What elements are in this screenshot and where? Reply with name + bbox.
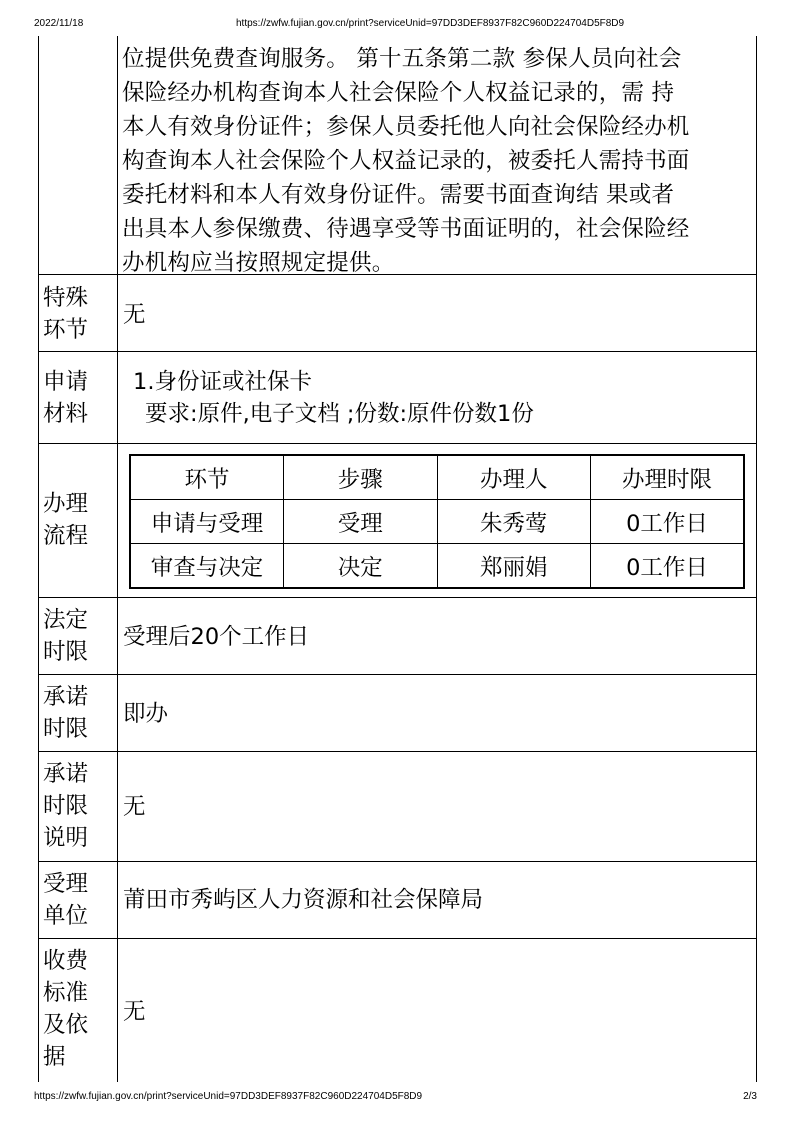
process-label: 办理 流程 [43, 491, 89, 549]
materials-label: 申请 材料 [43, 369, 89, 427]
row-divider [38, 351, 756, 352]
print-url-footer: https://zwfw.fujian.gov.cn/print?serviceUnid=97DD3DEF8937F82C960D224704D5F8D9 [34, 1091, 423, 1102]
material-requirement: 要求:原件,电子文档 ;份数:原件份数1份 [145, 401, 534, 427]
page-number: 2/3 [743, 1091, 757, 1102]
table-cell: 朱秀莺 [437, 500, 591, 544]
print-date: 2022/11/18 [34, 18, 84, 29]
table-cell: 0工作日 [591, 544, 745, 589]
table-cell: 0工作日 [591, 500, 745, 544]
promise-note-label: 承诺 时限 说明 [43, 761, 89, 851]
legal-line: 构查询本人社会保险个人权益记录的，被委托人需持书面 [122, 148, 690, 174]
table-cell: 受理 [284, 500, 438, 544]
legal-line: 委托材料和本人有效身份证件。需要书面查询结 果或者 [122, 182, 675, 208]
legal-line: 本人有效身份证件；参保人员委托他人向社会保险经办机 [122, 114, 690, 140]
table-cell: 郑丽娟 [437, 544, 591, 589]
row-divider [38, 597, 756, 598]
legal-limit-label: 法定 时限 [43, 607, 89, 665]
table-row [130, 500, 744, 544]
legal-line: 办机构应当按照规定提供。 [122, 250, 395, 276]
print-url-header: https://zwfw.fujian.gov.cn/print?serviceUnid=97DD3DEF8937F82C960D224704D5F8D9 [236, 18, 625, 29]
table-cell: 申请与受理 [130, 500, 284, 544]
legal-line: 位提供免费查询服务。 第十五条第二款 参保人员向社会 [122, 46, 682, 72]
process-header: 办理时限 [591, 455, 745, 500]
row-divider [38, 938, 756, 939]
process-header: 步骤 [284, 455, 438, 500]
promise-limit-value: 即办 [123, 701, 169, 727]
table-cell: 决定 [284, 544, 438, 589]
table-row [130, 544, 744, 589]
material-item: 1.身份证或社保卡 [133, 369, 312, 395]
legal-basis-text [122, 42, 752, 280]
process-header-row [130, 455, 744, 500]
row-divider [38, 674, 756, 675]
legal-line: 出具本人参保缴费、待遇享受等书面证明的，社会保险经 [122, 216, 690, 242]
dept-label: 受理 单位 [43, 871, 89, 929]
row-divider [38, 751, 756, 752]
process-header: 环节 [130, 455, 284, 500]
table-cell: 审查与决定 [130, 544, 284, 589]
promise-limit-label: 承诺 时限 [43, 684, 89, 742]
special-label: 特殊 环节 [43, 285, 89, 343]
row-divider [38, 443, 756, 444]
special-value: 无 [123, 302, 146, 328]
materials-value [133, 366, 534, 430]
legal-line: 保险经办机构查询本人社会保险个人权益记录的，需 持 [122, 80, 675, 106]
process-table [129, 454, 745, 589]
fee-label: 收费 标准 及依 据 [43, 948, 89, 1070]
promise-note-value: 无 [123, 794, 146, 820]
fee-value: 无 [123, 999, 146, 1025]
column-divider [117, 36, 118, 1082]
process-header: 办理人 [437, 455, 591, 500]
row-divider [38, 861, 756, 862]
legal-limit-value: 受理后20个工作日 [123, 624, 310, 650]
dept-value: 莆田市秀屿区人力资源和社会保障局 [123, 887, 484, 913]
